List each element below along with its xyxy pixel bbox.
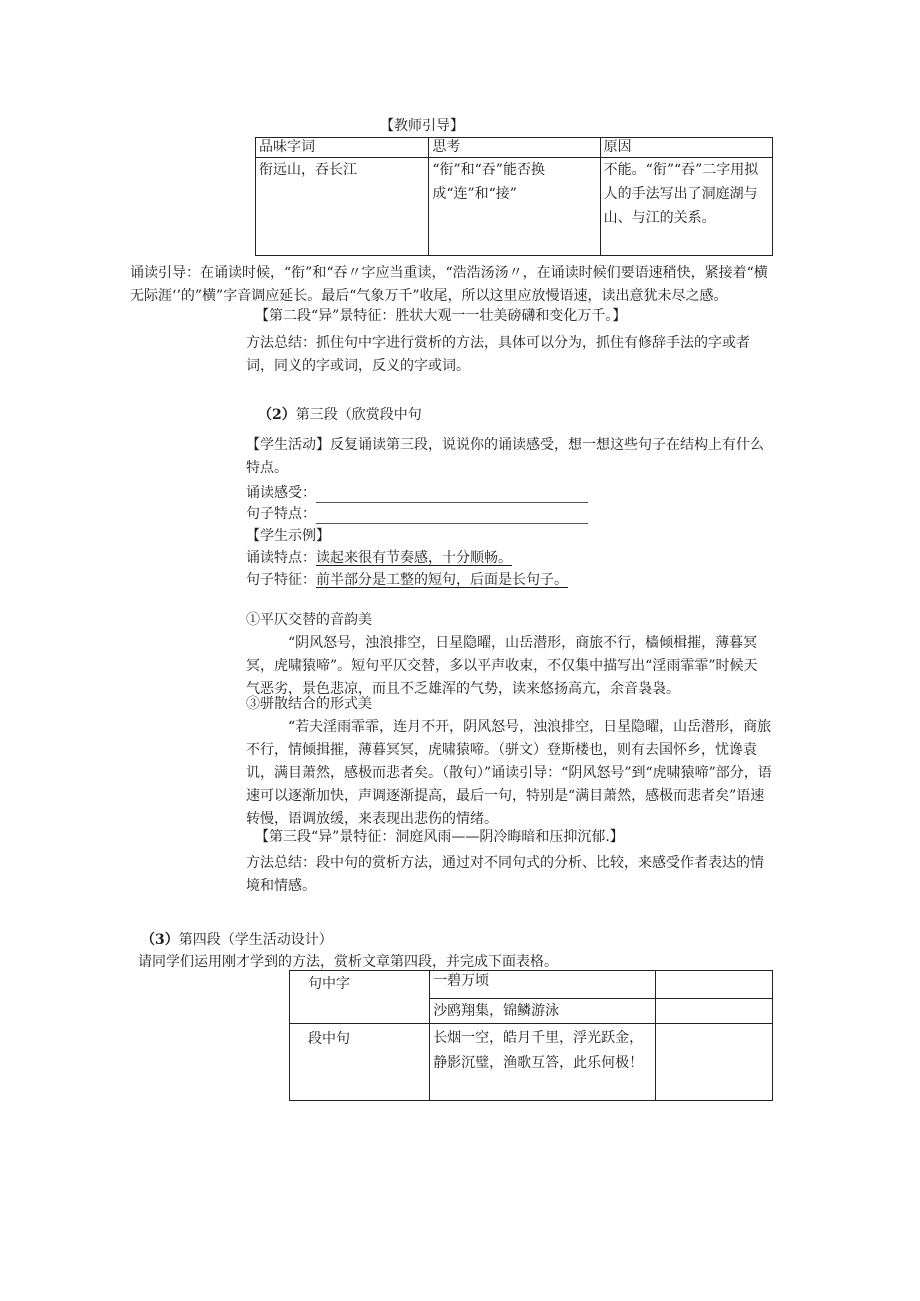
answer-cell[interactable] <box>655 1024 772 1101</box>
answer-cell[interactable] <box>655 971 772 999</box>
table-cell: 长烟一空，皓月千里，浮光跃金，静影沉璧，渔歌互答，此乐何极！ <box>430 1024 656 1101</box>
example-feel-label: 诵读特点： <box>246 550 316 566</box>
table-cell: 一碧万顷 <box>430 971 656 999</box>
example-feel-answer: 读起来很有节奏感，十分顺畅。 <box>316 550 512 566</box>
table-header: 原因 <box>600 138 772 158</box>
word-analysis-table <box>255 137 773 256</box>
reading-guide: 诵读引导：在诵读时候，“衔”和“吞〃字应当重读，“浩浩汤汤〃，在诵读时候们要语速稍快，紧接着“横无际涯‘’的”横”字音调应延长。最后“气象万千”收尾，所以这里应放慢语速，读出意犹未尽之感。 <box>130 265 768 304</box>
table-header: 品味字词 <box>256 138 429 158</box>
section3-heading <box>141 930 333 950</box>
section2-method: 方法总结：段中句的赏析方法，通过对不同句式的分析、比较，来感受作者表达的情境和情感。 <box>246 855 764 894</box>
section1-feature: 【第二段“异”景特征：胜状大观一一壮美磅礴和变化万千。】 <box>255 308 627 324</box>
row-label-sentence-words: 句中字 <box>290 971 430 1024</box>
answer-cell[interactable] <box>655 999 772 1024</box>
struct-blank-line[interactable] <box>316 507 588 524</box>
section1-method: 方法总结：抓住句中字进行赏析的方法，具体可以分为，抓住有修辞手法的字或者词，同义的字或词，反义的字或词。 <box>246 335 750 374</box>
feel-answer-row <box>246 483 588 503</box>
table-cell: 衔远山，吞长江 <box>256 158 429 256</box>
point2-title: ③骈散结合的形式美 <box>246 696 372 712</box>
point1-text: “阴风怒号，浊浪排空，日星隐曜，山岳潜形，商旅不行，樯倾楫摧，薄暮冥冥，虎啸猿啼”。短句平仄交替，多以平声收束，不仅集中描写出“淫雨霏霏”时候天气恶劣，景色悲凉，而且不乏雄浑的气势，读来悠扬高亢，余音袅袅。 <box>246 635 758 697</box>
student-activity: 【学生活动】反复诵读第三段，说说你的诵读感受，想一想这些句子在结构上有什么特点。 <box>246 437 764 476</box>
feel-label: 诵读感受： <box>246 485 316 501</box>
struct-answer-row <box>246 504 588 524</box>
struct-label: 句子特点： <box>246 506 316 522</box>
example-feel-row <box>246 548 512 568</box>
teacher-guide-title: 【教师引导】 <box>380 118 464 134</box>
table-cell: “衔”和“吞”能否换成“连”和“接” <box>429 158 600 256</box>
table-cell: 不能。“衔”“吞”二字用拟人的手法写出了洞庭湖与山、与江的关系。 <box>600 158 772 256</box>
table-header: 思考 <box>429 138 600 158</box>
section2-feature: 【第三段“异”景特征：洞庭风雨——阴冷晦暗和压抑沉郁.】 <box>255 829 624 845</box>
example-struct-answer: 前半部分是工整的短句，后面是长句子。 <box>316 572 568 588</box>
point1-title: ①平仄交替的音韵美 <box>246 612 372 628</box>
point2-text: “若夫淫雨霏霏，连月不开，阴风怒号，浊浪排空，日星隐曜，山岳潜形，商旅不行，情倾揖摧，薄暮冥冥，虎啸猿啼。（骈文）登斯楼也，则有去国怀乡，忧谗袁讥，满目萧然，感极而悲者矣。（散句）”诵读引导：“阴风怒号”到“虎啸猿啼”部分，语速可以逐渐加快，声调逐渐提高，最后一句，特别是“满目萧然，感极而悲者矣”语速转慢，语调放缓，来表现出悲伤的情绪。 <box>246 719 772 827</box>
row-label-paragraph-sentences: 段中句 <box>290 1024 430 1101</box>
table-cell: 沙鸥翔集，锦鳞游泳 <box>430 999 656 1024</box>
feel-blank-line[interactable] <box>316 486 588 503</box>
section2-heading <box>258 405 422 425</box>
example-struct-label: 句子特征： <box>246 572 316 588</box>
section2-heading-num: （2） <box>258 407 296 423</box>
section3-instruction: 请同学们运用刚才学到的方法，赏析文章第四段，并完成下面表格。 <box>138 954 558 970</box>
paragraph4-table <box>289 970 773 1101</box>
example-title: 【学生示例】 <box>246 528 330 544</box>
section3-heading-num: （3） <box>141 932 179 948</box>
example-struct-row <box>246 570 568 590</box>
section3-heading-text: 第四段（学生活动设计） <box>178 932 333 948</box>
section2-heading-text: 第三段（欣赏段中句 <box>295 407 422 423</box>
